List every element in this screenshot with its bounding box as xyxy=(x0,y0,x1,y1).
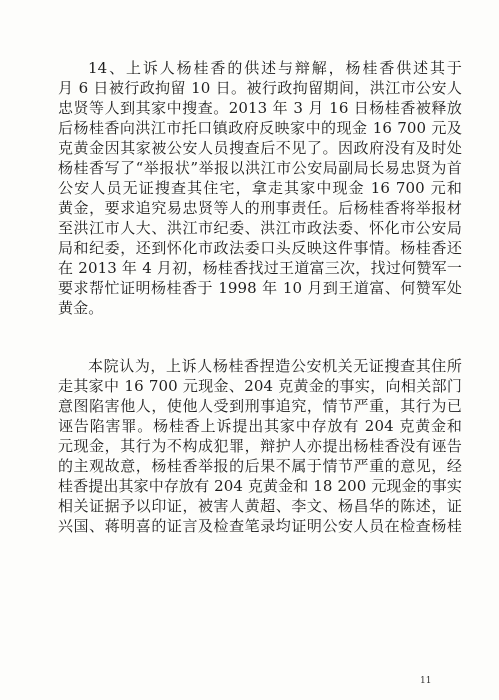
text-line: 本院认为，上诉人杨桂香捏造公安机关无证搜查其住所 xyxy=(88,357,462,375)
page-number: 11 xyxy=(420,676,432,686)
text-line: 走其家中 16 700 元现金、204 克黄金的事实，向相关部门 xyxy=(58,377,462,395)
text-line: 克黄金因其家被公安人员搜查后不见了。因政府没有及时处 xyxy=(58,139,462,157)
text-line: 后杨桂香向洪江市托口镇政府反映家中的现金 16 700 元及 xyxy=(58,119,462,137)
text-line: 相关证据予以印证，被害人黄超、李文、杨昌华的陈述，证 xyxy=(58,497,462,515)
text-line: 黄金，要求追究易忠贤等人的刑事责任。后杨桂香将举报材 xyxy=(58,199,462,217)
text-line: 黄金。 xyxy=(58,299,104,317)
text-line: 意图陷害他人，使他人受到刑事追究，情节严重，其行为已 xyxy=(58,397,462,415)
paragraph-court-opinion xyxy=(58,356,462,536)
text-line: 至洪江市人大、洪江市纪委、洪江市政法委、怀化市公安局 xyxy=(58,219,462,237)
text-line: 月 6 日被行政拘留 10 日。被行政拘留期间，洪江市公安人 xyxy=(58,79,462,97)
paragraph-14-defendant-statement xyxy=(58,58,462,318)
text-line: 14、上诉人杨桂香的供述与辩解，杨桂香供述其于 xyxy=(88,59,462,77)
text-line: 忠贤等人到其家中搜查。2013 年 3 月 16 日杨桂香被释放 xyxy=(58,99,462,117)
text-line: 杨桂香写了“举报状”举报以洪江市公安局副局长易忠贤为首 xyxy=(58,159,462,177)
text-line: 公安人员无证搜查其住宅，拿走其家中现金 16 700 元和 xyxy=(58,179,462,197)
text-line: 局和纪委，还到怀化市政法委口头反映这件事情。杨桂香还 xyxy=(58,239,462,257)
text-line: 诬告陷害罪。杨桂香上诉提出其家中存放有 204 克黄金和 xyxy=(58,417,462,435)
text-line: 元现金，其行为不构成犯罪，辩护人亦提出杨桂香没有诬告 xyxy=(58,437,462,455)
text-line: 兴国、蒋明喜的证言及检查笔录均证明公安人员在检查杨桂 xyxy=(58,517,462,535)
text-line: 桂香提出其家中存放有 204 克黄金和 18 200 元现金的事实 xyxy=(58,477,462,495)
text-line: 要求帮忙证明杨桂香于 1998 年 10 月到王道富、何赞军处 xyxy=(58,279,462,297)
text-line: 的主观故意，杨桂香举报的后果不属于情节严重的意见，经 xyxy=(58,457,462,475)
text-line: 在 2013 年 4 月初，杨桂香找过王道富三次，找过何赞军一 xyxy=(58,259,462,277)
